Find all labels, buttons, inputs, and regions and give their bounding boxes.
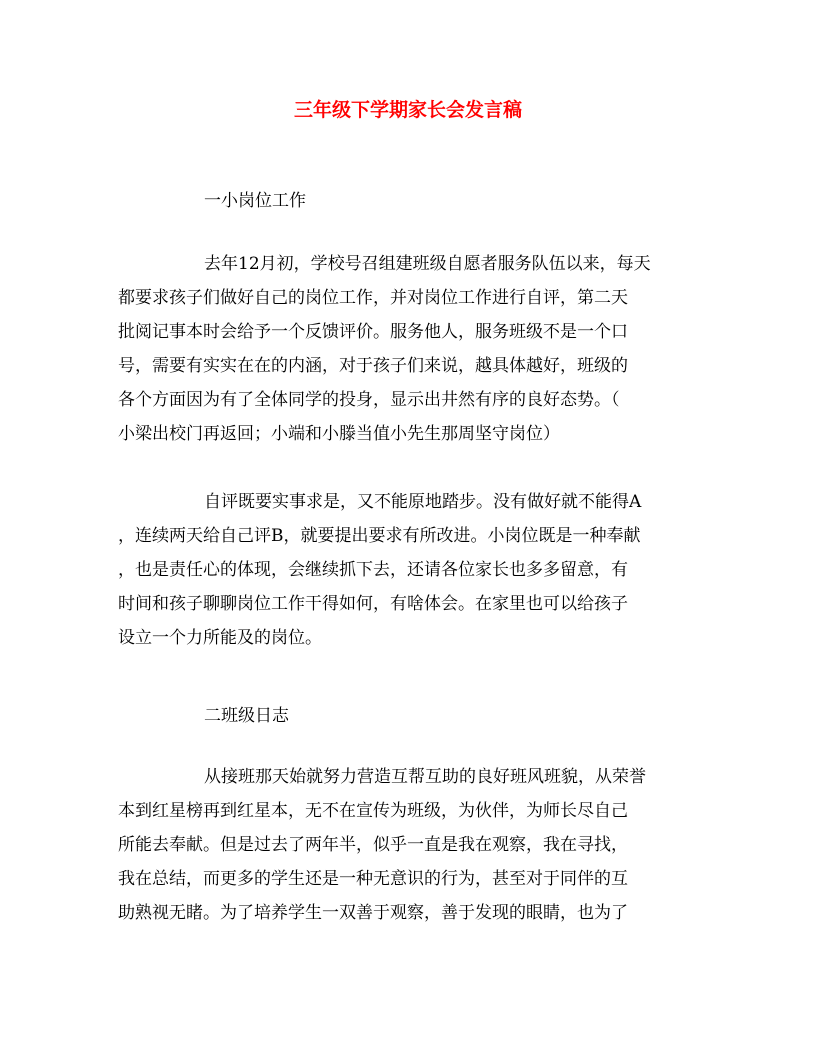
paragraph-line: 所能去奉献。但是过去了两年半，似乎一直是我在观察，我在寻找， xyxy=(118,835,628,855)
paragraph-line: 我在总结，而更多的学生还是一种无意识的行为，甚至对于同伴的互 xyxy=(118,869,628,889)
paragraph-line: 本到红星榜再到红星本，无不在宣传为班级，为伙伴，为师长尽自己 xyxy=(118,801,628,821)
paragraph-line: 都要求孩子们做好自己的岗位工作，并对岗位工作进行自评，第二天 xyxy=(118,288,628,308)
paragraph-line: 批阅记事本时会给予一个反馈评价。服务他人，服务班级不是一个口 xyxy=(118,322,628,342)
paragraph-line: ，也是责任心的体现，会继续抓下去，还请各位家长也多多留意，有 xyxy=(118,560,628,580)
paragraph-line: 时间和孩子聊聊岗位工作干得如何，有啥体会。在家里也可以给孩子 xyxy=(118,594,628,614)
paragraph-2 xyxy=(118,485,698,655)
paragraph-1 xyxy=(118,247,698,451)
paragraph-line: 从接班那天始就努力营造互帮互助的良好班风班貌，从荣誉 xyxy=(204,767,646,787)
paragraph-line: 去年12月初，学校号召组建班级自愿者服务队伍以来，每天 xyxy=(204,254,651,274)
paragraph-line: 自评既要实事求是，又不能原地踏步。没有做好就不能得A xyxy=(204,492,642,512)
paragraph-line: 设立一个力所能及的岗位。 xyxy=(118,628,322,648)
paragraph-line: 各个方面因为有了全体同学的投身，显示出井然有序的良好态势。（ xyxy=(118,390,620,410)
paragraph-line: 号，需要有实实在在的内涵，对于孩子们来说，越具体越好，班级的 xyxy=(118,356,628,376)
document-title: 三年级下学期家长会发言稿 xyxy=(293,99,522,121)
paragraph-line: 小梁出校门再返回；小端和小滕当值小先生那周坚守岗位） xyxy=(118,424,560,444)
paragraph-line: 助熟视无睹。为了培养学生一双善于观察，善于发现的眼睛，也为了 xyxy=(118,903,628,923)
paragraph-line: ，连续两天给自己评B，就要提出要求有所改进。小岗位既是一种奉献 xyxy=(118,526,641,546)
paragraph-3 xyxy=(118,760,698,930)
section-heading-1: 一小岗位工作 xyxy=(204,191,306,211)
section-heading-2: 二班级日志 xyxy=(204,706,289,726)
